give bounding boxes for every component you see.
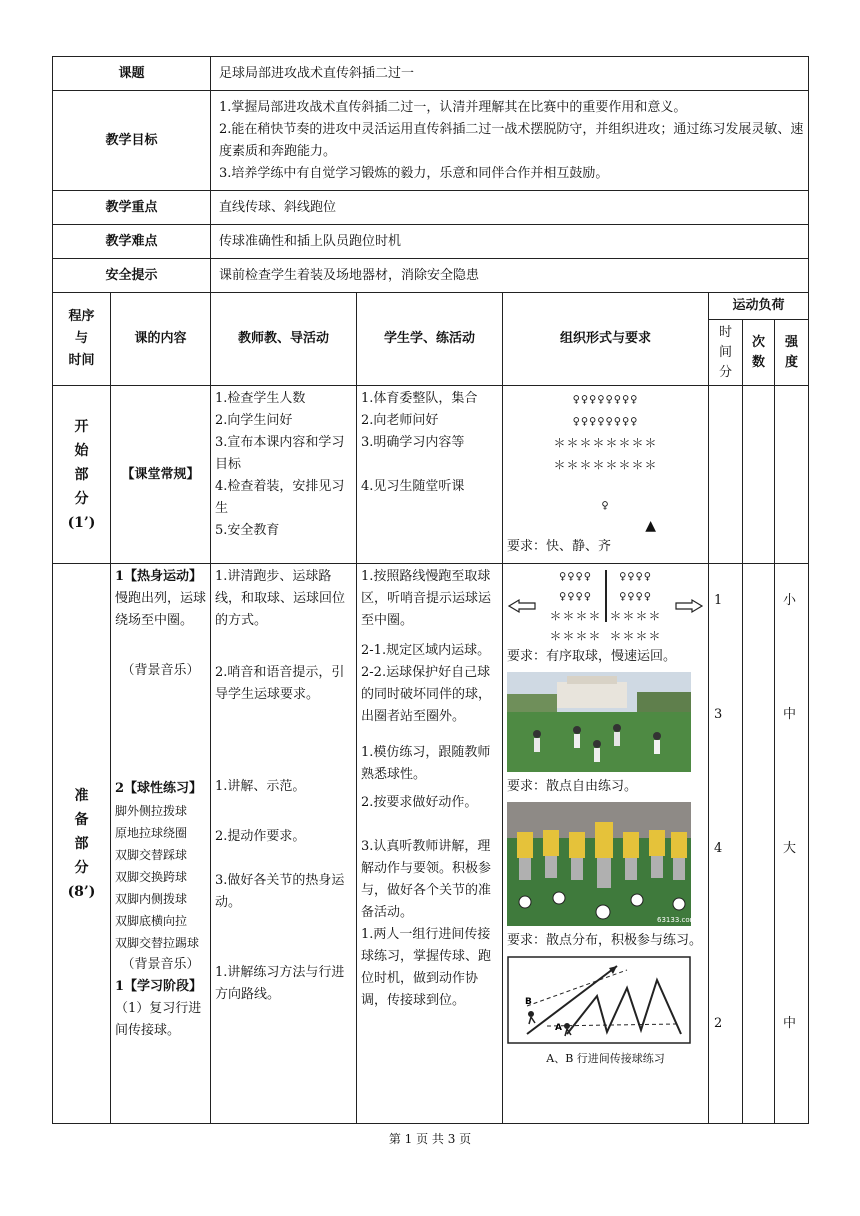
prep-student — [357, 564, 503, 1124]
grid-right-4: ＊＊＊＊ — [609, 629, 662, 643]
col-count: 次 数 — [743, 320, 775, 386]
prep-intensity — [775, 564, 809, 1124]
req-3: 要求：散点分布，积极参与练习。 — [507, 933, 703, 948]
learn-text: （1）复习行进间传接球。 — [115, 1001, 202, 1038]
ball-item-6: 双脚底横向拉 — [115, 914, 188, 928]
col-load: 运动负荷 — [709, 293, 809, 320]
ball-item-3: 双脚交替踩球 — [115, 848, 188, 862]
difficulty-value: 传球准确性和插上队员跑位时机 — [211, 225, 809, 259]
grid-left-1: ♀♀♀♀ — [559, 569, 592, 583]
col-student: 学生学、练活动 — [357, 293, 503, 386]
learn-title: 1【学习阶段】 — [115, 979, 203, 994]
page-footer: 第 1 页 共 3 页 — [388, 1132, 472, 1146]
grid-right-1: ♀♀♀♀ — [619, 569, 652, 583]
req-2: 要求：散点自由练习。 — [507, 779, 638, 794]
start-content: 【课堂常规】 — [111, 386, 211, 564]
field-practice-photo — [507, 672, 691, 772]
safety-value: 课前检查学生着装及场地器材，消除安全隐患 — [211, 259, 809, 293]
load-time-1: 1 — [714, 593, 723, 608]
learn-teacher: 1.讲解练习方法与行进方向路线。 — [215, 965, 345, 1002]
topic-value: 足球局部进攻战术直传斜插二过一 — [211, 57, 809, 91]
start-count — [743, 386, 775, 564]
ball-item-5: 双脚内侧拨球 — [115, 892, 188, 906]
focus-label: 教学重点 — [53, 191, 211, 225]
warmup-student-1: 1.按照路线慢跑至取球区，听哨音提示运球运至中圈。 — [361, 569, 492, 628]
ball-title: 2【球性练习】 — [115, 781, 203, 796]
goals-value — [211, 91, 809, 191]
topic-label: 课题 — [53, 57, 211, 91]
goal-2: 2.能在稍快节奏的进攻中灵活运用直传斜插二过一战术摆脱防守，并组织进攻；通过练习发展灵敏、速度素质和奔跑能力。 — [219, 121, 804, 159]
passing-drill-diagram — [507, 956, 691, 1044]
col-intensity: 强 度 — [775, 320, 809, 386]
difficulty-label: 教学难点 — [53, 225, 211, 259]
music-2: （背景音乐） — [121, 957, 200, 972]
warmup-student-2: 2-1.规定区域内运球。 — [361, 643, 491, 658]
prep-count — [743, 564, 775, 1124]
load-intensity-3: 大 — [783, 841, 797, 856]
col-teacher: 教师教、导活动 — [211, 293, 357, 386]
warmup-teacher-2: 2.哨音和语音提示，引导学生运球要求。 — [215, 665, 345, 702]
col-organization: 组织形式与要求 — [503, 293, 709, 386]
start-requirement: 要求：快、静、齐 — [507, 539, 612, 554]
start-section-label: 开 始 部 分 (1’) — [53, 386, 111, 564]
ball-item-7: 双脚交替拉踢球 — [115, 936, 200, 950]
ball-item-4: 双脚交换跨球 — [115, 870, 188, 884]
load-intensity-2: 中 — [783, 707, 797, 722]
start-student-3: 3.明确学习内容等 — [361, 435, 465, 450]
load-intensity-1: 小 — [783, 593, 797, 608]
diagram-label-a: A — [555, 1023, 562, 1033]
load-time-3: 4 — [714, 841, 723, 856]
photo-watermark: 63133.com — [657, 916, 697, 924]
teacher-triangle-icon: ▲ — [645, 518, 657, 534]
center-divider — [605, 570, 607, 622]
lesson-plan-page — [52, 56, 808, 1124]
start-formation — [503, 386, 709, 564]
ball-skill-photo — [507, 802, 697, 926]
start-student-2: 2.向老师问好 — [361, 413, 439, 428]
prep-time — [709, 564, 743, 1124]
grid-left-4: ＊＊＊＊ — [549, 629, 602, 643]
ball-item-2: 原地拉球绕圈 — [115, 826, 188, 840]
start-student-spacer — [361, 454, 498, 476]
focus-value: 直线传球、斜线跑位 — [211, 191, 809, 225]
start-teacher-4: 4.检查着装，安排见习生 — [215, 479, 345, 516]
ball-teacher-1: 1.讲解、示范。 — [215, 779, 306, 794]
warmup-student-3: 2-2.运球保护好自己球的同时破坏同伴的球，出圈者站至圈外。 — [361, 665, 492, 724]
formation-row-1: ♀♀♀♀♀♀♀♀ — [572, 392, 639, 406]
start-teacher-2: 2.向学生问好 — [215, 413, 293, 428]
warmup-teacher-1: 1.讲清跑步、运球路线，和取球、运球回位的方式。 — [215, 569, 346, 628]
col-time: 时 间 分 — [709, 320, 743, 386]
formation-row-3: ＊＊＊＊＊＊＊＊ — [553, 436, 658, 450]
prep-teacher — [211, 564, 357, 1124]
goal-3: 3.培养学练中有自觉学习锻炼的毅力，乐意和同伴合作并相互鼓励。 — [219, 165, 609, 181]
grid-right-3: ＊＊＊＊ — [609, 609, 662, 623]
warmup-title: 1【热身运动】 — [115, 569, 203, 584]
load-time-4: 2 — [714, 1016, 723, 1031]
music-1: （背景音乐） — [121, 663, 200, 678]
start-teacher-3: 3.宣布本课内容和学习目标 — [215, 435, 345, 472]
learn-student: 1.两人一组行进间传接球练习，掌握传球、跑位时机，做到动作协调，传接球到位。 — [361, 927, 492, 1008]
prep-content — [111, 564, 211, 1124]
warmup-text: 慢跑出列，运球绕场至中圈。 — [115, 591, 207, 628]
req-1: 要求：有序取球，慢速运回。 — [507, 649, 677, 664]
start-student-1: 1.体育委整队，集合 — [361, 391, 478, 406]
prep-section-label: 准 备 部 分 (8’) — [53, 564, 111, 1124]
start-time — [709, 386, 743, 564]
goal-1: 1.掌握局部进攻战术直传斜插二过一，认清并理解其在比赛中的重要作用和意义。 — [219, 99, 687, 115]
col-content: 课的内容 — [111, 293, 211, 386]
diagram-caption: A、B 行进间传接球练习 — [546, 1052, 665, 1065]
lesson-plan-table — [52, 56, 809, 1124]
safety-label: 安全提示 — [53, 259, 211, 293]
ball-student-3: 3.认真听教师讲解，理解动作与要领。积极参与，做好各个关节的准备活动。 — [361, 839, 492, 920]
col-procedure: 程序 与 时间 — [53, 293, 111, 386]
grid-right-2: ♀♀♀♀ — [619, 589, 652, 603]
diagram-label-b: B — [525, 997, 532, 1007]
start-teacher-5: 5.安全教育 — [215, 523, 280, 538]
teacher-symbol: ♀ — [601, 498, 610, 512]
goals-label: 教学目标 — [53, 91, 211, 191]
ball-student-2: 2.按要求做好动作。 — [361, 795, 478, 810]
prep-organization — [503, 564, 709, 1124]
warmup-formation — [507, 566, 704, 646]
grid-left-2: ♀♀♀♀ — [559, 589, 592, 603]
formation-left — [550, 566, 602, 646]
formation-right — [610, 566, 662, 646]
ball-teacher-2: 2.提动作要求。 — [215, 829, 306, 844]
ball-teacher-3: 3.做好各关节的热身运动。 — [215, 873, 345, 910]
ball-student-1: 1.模仿练习，跟随教师熟悉球性。 — [361, 745, 491, 782]
formation-row-2: ♀♀♀♀♀♀♀♀ — [572, 414, 639, 428]
grid-left-3: ＊＊＊＊ — [549, 609, 602, 623]
ball-item-1: 脚外侧拉拨球 — [115, 804, 188, 818]
load-time-2: 3 — [714, 707, 723, 722]
start-student-4: 4.见习生随堂听课 — [361, 479, 465, 494]
left-arrow-icon — [507, 598, 537, 614]
right-arrow-icon — [674, 598, 704, 614]
start-teacher-1: 1.检查学生人数 — [215, 391, 306, 406]
formation-row-4: ＊＊＊＊＊＊＊＊ — [553, 458, 658, 472]
start-intensity — [775, 386, 809, 564]
load-intensity-4: 中 — [783, 1016, 797, 1031]
start-student — [357, 386, 503, 564]
start-teacher — [211, 386, 357, 564]
